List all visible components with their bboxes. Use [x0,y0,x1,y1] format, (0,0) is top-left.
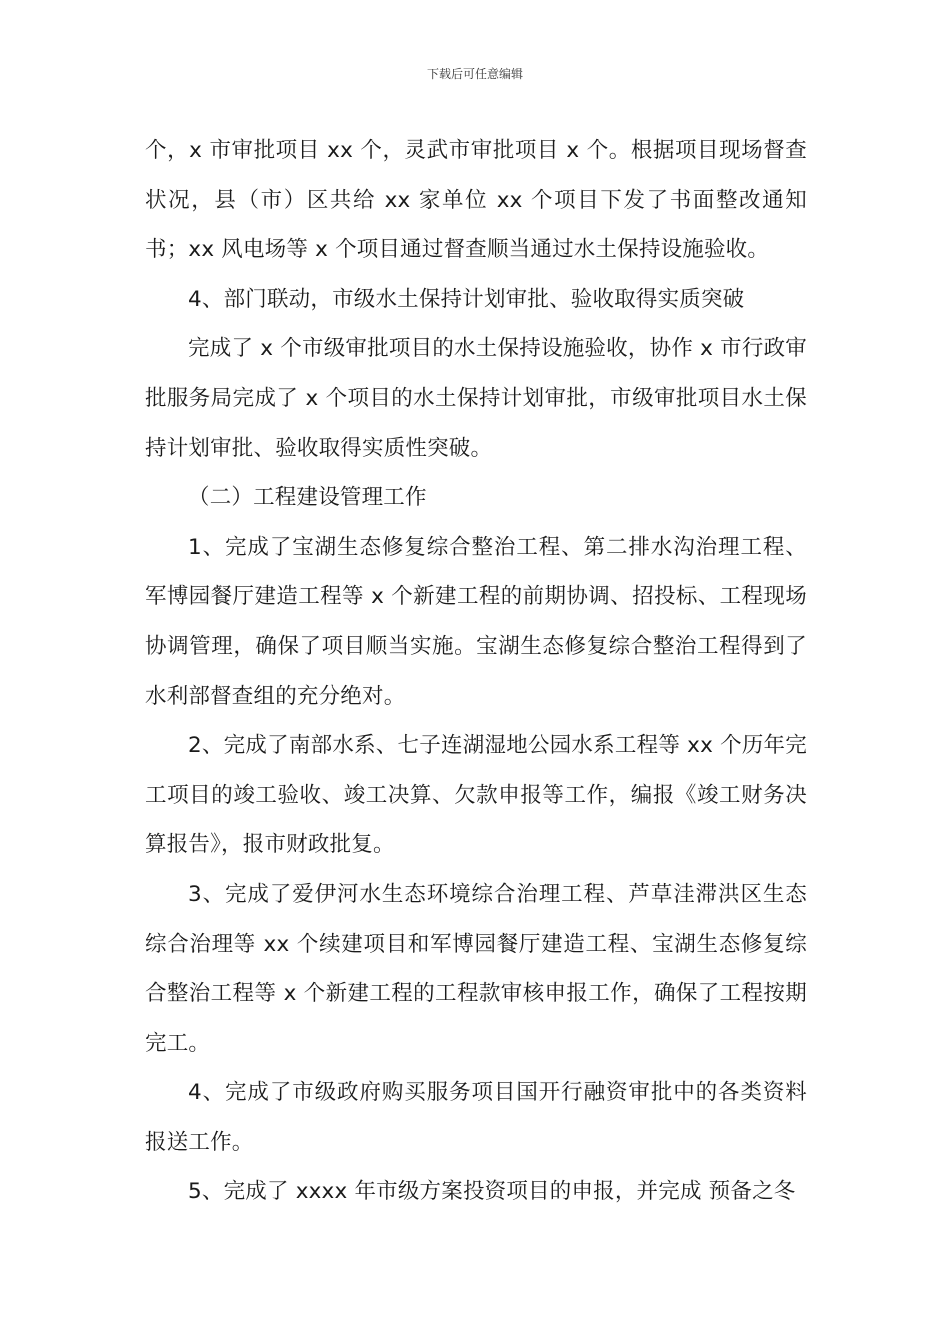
paragraph-5: 1、完成了宝湖生态修复综合整治工程、第二排水沟治理工程、军博园餐厅建造工程等 x 个新建工程的前期协调、招投标、工程现场协调管理，确保了项目顺当实施。宝湖生态修复综合整治工程得到了水利部督查组的充分绝对。 [145,534,807,709]
paragraph-2-heading: 4、部门联动，市级水土保持计划审批、验收取得实质突破 [188,286,745,312]
paragraph-3: 完成了 x 个市级审批项目的水土保持设施验收，协作 x 市行政审批服务局完成了 x 个项目的水土保持计划审批，市级审批项目水土保持计划审批、验收取得实质性突破。 [145,336,807,461]
document-body [145,126,807,1217]
page-header: 下载后可任意编辑 [426,67,523,81]
paragraph-7: 3、完成了爱伊河水生态环境综合治理工程、芦草洼滞洪区生态综合治理等 xx 个续建项目和军博园餐厅建造工程、宝湖生态修复综合整治工程等 x 个新建工程的工程款审核申报工作，确保了工程按期完工。 [145,881,807,1056]
paragraph-1: 个，x 市审批项目 xx 个，灵武市审批项目 x 个。根据项目现场督查状况，县（市）区共给 xx 家单位 xx 个项目下发了书面整改通知书；xx 风电场等 x 个项目通过督查顺当通过水土保持设施验收。 [145,138,807,263]
paragraph-6: 2、完成了南部水系、七子连湖湿地公园水系工程等 xx 个历年完工项目的竣工验收、竣工决算、欠款申报等工作，编报《竣工财务决算报告》，报市财政批复。 [145,733,807,858]
section-heading: （二）工程建设管理工作 [188,485,427,511]
paragraph-8: 4、完成了市级政府购买服务项目国开行融资审批中的各类资料报送工作。 [145,1080,807,1155]
paragraph-9: 5、完成了 xxxx 年市级方案投资项目的申报，并完成 预备之冬 [188,1179,796,1205]
